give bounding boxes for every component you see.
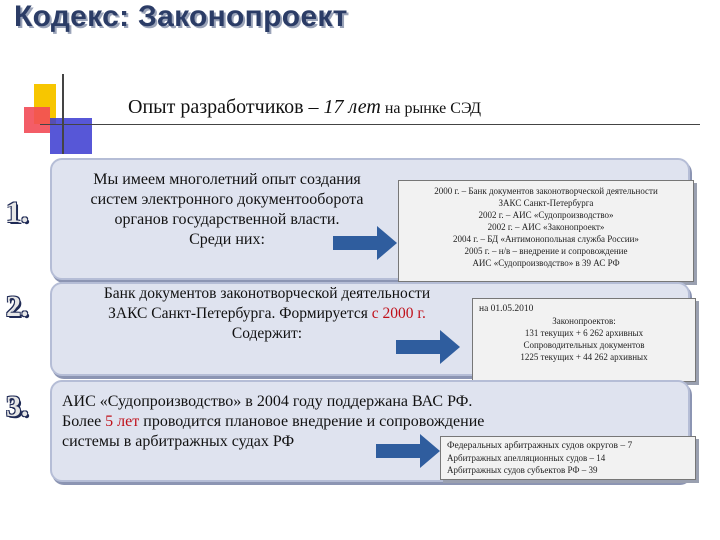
item-1-box-line-2: ЗАКС Санкт-Петербурга bbox=[498, 198, 594, 208]
item-2-text bbox=[62, 284, 472, 344]
item-3-line-2c: проводится плановое внедрение и сопровождение bbox=[139, 413, 485, 430]
item-2-box-line-3: 131 текущих + 6 262 архивных bbox=[524, 328, 644, 338]
item-1-box-line-7: АИС «Судопроизводство» в 39 АС РФ bbox=[472, 258, 620, 268]
red-square bbox=[24, 107, 50, 133]
item-2-number: 2. bbox=[6, 290, 29, 323]
item-3-details-box bbox=[440, 436, 696, 480]
item-3-box-line-3: Арбитражных судов субъектов РФ – 39 bbox=[447, 465, 598, 475]
item-2-box-line-4: Сопроводительных документов bbox=[523, 340, 645, 350]
item-3-box-line-2: Арбитражных апелляционных судов – 14 bbox=[447, 453, 606, 463]
item-1-box-line-5: 2004 г. – БД «Антимонопольная служба России» bbox=[453, 234, 639, 244]
item-1-box-line-3: 2002 г. – АИС «Судопроизводство» bbox=[478, 210, 614, 220]
item-1-line-3: органов государственной власти. bbox=[114, 211, 340, 228]
item-1-box-line-1: 2000 г. – Банк документов законотворческой деятельности bbox=[434, 186, 658, 196]
item-1-box-line-6: 2005 г. – н/в – внедрение и сопровождение bbox=[464, 246, 628, 256]
item-3-years: 5 лет bbox=[105, 413, 140, 430]
item-3-line-2 bbox=[62, 412, 662, 432]
item-2-box-line-2: Законопроектов: bbox=[552, 316, 616, 326]
item-1-line-4: Среди них: bbox=[189, 231, 265, 248]
item-1-line-1: Мы имеем многолетний опыт создания bbox=[93, 171, 361, 188]
item-2-line-2a: ЗАКС Санкт-Петербурга. Формируется bbox=[108, 305, 372, 322]
subtitle bbox=[128, 96, 481, 119]
subtitle-part1: Опыт разработчиков – bbox=[128, 96, 324, 118]
item-1-line-2: систем электронного документооборота bbox=[90, 191, 364, 208]
item-1-number: 1. bbox=[6, 196, 29, 229]
subtitle-part3: на рынке СЭД bbox=[380, 100, 482, 117]
item-2-line-1: Банк документов законотворческой деятельности bbox=[103, 285, 431, 302]
item-3-number: 3. bbox=[6, 390, 29, 423]
item-2-year: с 2000 г. bbox=[371, 305, 426, 322]
vertical-rule bbox=[62, 74, 64, 154]
page-title: Кодекс: Законопроект bbox=[14, 0, 348, 33]
horizontal-rule bbox=[40, 124, 700, 125]
subtitle-years: 17 лет bbox=[323, 96, 381, 118]
item-3-line-2a: Более bbox=[62, 413, 106, 430]
item-3-line-3: системы в арбитражных судах РФ bbox=[62, 433, 295, 450]
item-1-details-box bbox=[398, 180, 694, 282]
item-2-box-line-1: на 01.05.2010 bbox=[479, 304, 534, 314]
item-2-box-line-5: 1225 текущих + 44 262 архивных bbox=[520, 352, 648, 362]
item-2-details-box bbox=[472, 298, 696, 382]
item-2-line-2 bbox=[62, 304, 472, 324]
item-3-line-1: АИС «Судопроизводство» в 2004 году поддержана ВАС РФ. bbox=[62, 393, 473, 410]
item-2-line-3: Содержит: bbox=[231, 325, 303, 342]
item-3-box-line-1: Федеральных арбитражных судов округов – 7 bbox=[447, 441, 633, 451]
item-1-box-line-4: 2002 г. – АИС «Законопроект» bbox=[487, 222, 605, 232]
